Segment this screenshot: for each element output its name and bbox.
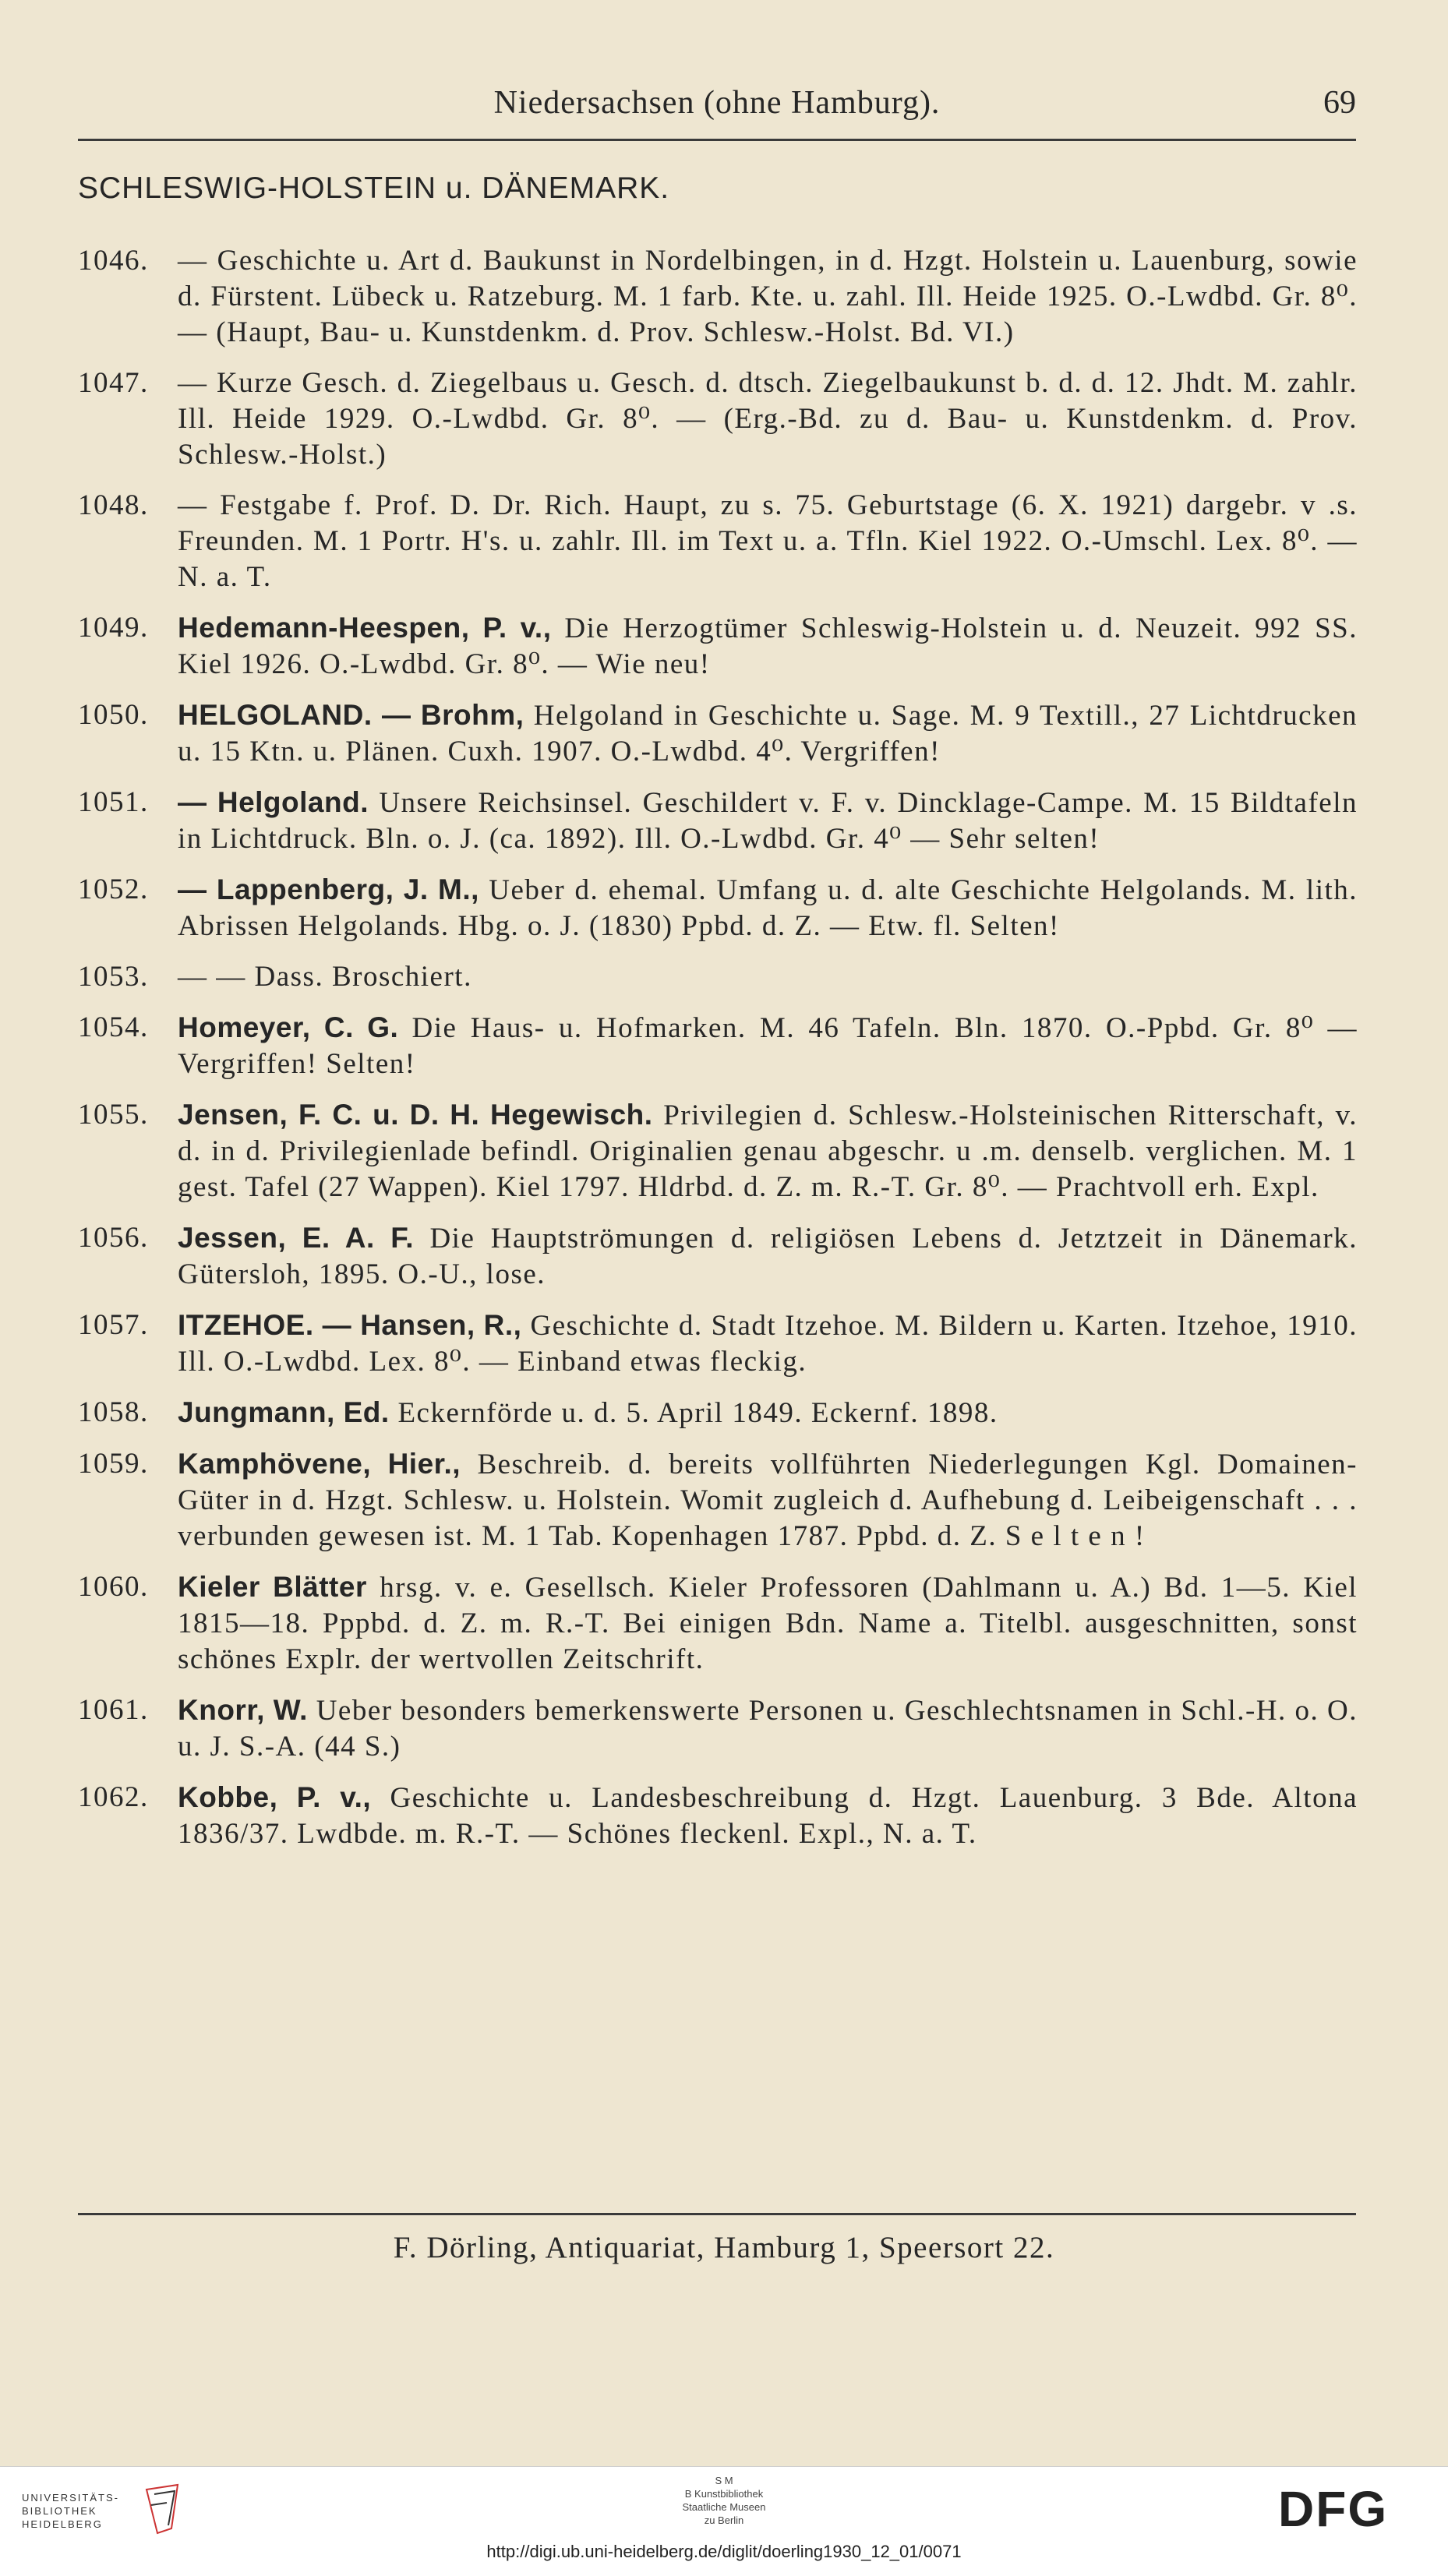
center-logo-line: Staatliche Museen xyxy=(682,2501,766,2513)
catalog-entry xyxy=(78,1307,1358,1380)
catalog-entry xyxy=(78,1097,1358,1205)
entry-description: hrsg. v. e. Gesellsch. Kieler Professoren (Dahlmann u. A.) Bd. 1—5. Kiel 1815—18. Pppbd. d. Z. m. R.-T. Bei einigen Bdn. Name a. Titelbl. ausgeschnitten, sonst schönes Explr. der wertvollen Zeitschrift. xyxy=(178,1572,1358,1675)
entry-description: Helgoland in Geschichte u. Sage. M. 9 Textill., 27 Lichtdrucken u. 15 Ktn. u. Plänen. Cuxh. 1907. O.-Lwdbd. 4⁰. Vergriffen! xyxy=(178,700,1358,768)
entry-description: Geschichte d. Stadt Itzehoe. M. Bildern u. Karten. Itzehoe, 1910. Ill. O.-Lwdbd. Lex. 8⁰. — Einband etwas fleckig. xyxy=(178,1310,1358,1378)
entry-description: Geschichte u. Landesbeschreibung d. Hzgt. Lauenburg. 3 Bde. Altona 1836/37. Lwdbde. m. R.-T. — Schönes fleckenl. Expl., N. a. T. xyxy=(178,1782,1358,1850)
entry-author: Jessen, E. A. F. xyxy=(178,1222,415,1254)
entry-description: Die Haus- u. Hofmarken. M. 46 Tafeln. Bln. 1870. O.-Ppbd. Gr. 8⁰ — Vergriffen! Selten! xyxy=(178,1012,1358,1080)
catalog-entry xyxy=(78,959,1358,995)
entry-number: 1061. xyxy=(78,1694,149,1726)
entry-author: Knorr, W. xyxy=(178,1694,308,1726)
catalog-entry xyxy=(78,243,1358,351)
uni-logo-line: BIBLIOTHEK xyxy=(22,2505,97,2517)
page-header xyxy=(78,84,1356,141)
entry-number: 1055. xyxy=(78,1099,149,1131)
entry-number: 1057. xyxy=(78,1309,149,1341)
entry-description: Eckernförde u. d. 5. April 1849. Eckernf. 1898. xyxy=(397,1397,998,1429)
entry-number: 1062. xyxy=(78,1781,149,1813)
catalog-entry xyxy=(78,785,1358,857)
entry-number: 1053. xyxy=(78,961,149,993)
source-url-link[interactable]: http://digi.ub.uni-heidelberg.de/diglit/doerling1930_12_01/0071 xyxy=(486,2542,962,2561)
library-emblem-icon xyxy=(140,2482,187,2536)
entry-number: 1051. xyxy=(78,786,149,818)
entry-description: Die Herzogtümer Schleswig-Holstein u. d. Neuzeit. 992 SS. Kiel 1926. O.-Lwdbd. Gr. 8⁰. — Wie neu! xyxy=(178,612,1358,680)
center-logo-line: S M xyxy=(715,2475,733,2486)
entry-number: 1048. xyxy=(78,489,149,521)
entry-number: 1046. xyxy=(78,245,149,277)
catalog-entries xyxy=(78,243,1358,1867)
center-logo-line: B Kunstbibliothek xyxy=(684,2488,764,2500)
entry-number: 1056. xyxy=(78,1222,149,1254)
entry-number: 1058. xyxy=(78,1396,149,1428)
entry-number: 1059. xyxy=(78,1448,149,1480)
entry-author: Hedemann-Heespen, P. v., xyxy=(178,612,552,644)
center-logo-line: zu Berlin xyxy=(704,2514,744,2526)
entry-author: — Helgoland. xyxy=(178,786,369,818)
entry-author: Kobbe, P. v., xyxy=(178,1781,372,1813)
entry-number: 1049. xyxy=(78,612,149,644)
catalog-entry xyxy=(78,872,1358,944)
uni-logo-line: HEIDELBERG xyxy=(22,2518,103,2530)
entry-author: Jungmann, Ed. xyxy=(178,1396,390,1428)
entry-number: 1054. xyxy=(78,1011,149,1043)
catalog-entry xyxy=(78,1780,1358,1852)
entry-number: 1050. xyxy=(78,699,149,731)
footer-divider xyxy=(78,2213,1356,2215)
entry-description: Privilegien d. Schlesw.-Holsteinischen Ritterschaft, v. d. in d. Privilegienlade befindl. Originalien genau abgeschr. u .m. denselb. verglichen. M. 1 gest. Tafel (27 Wappen). Kiel 1797. Hldrbd. d. Z. m. R.-T. Gr. 8⁰. — Prachtvoll erh. Expl. xyxy=(178,1099,1358,1203)
entry-description: Ueber besonders bemerkenswerte Personen u. Geschlechtsnamen in Schl.-H. o. O. u. J. S.-A. (44 S.) xyxy=(178,1695,1358,1763)
catalog-entry xyxy=(78,1569,1358,1678)
footer-imprint: F. Dörling, Antiquariat, Hamburg 1, Speersort 22. xyxy=(393,2231,1055,2264)
page-number: 69 xyxy=(1323,85,1356,121)
dfg-logo: DFG xyxy=(1278,2481,1389,2537)
catalog-entry xyxy=(78,610,1358,683)
entry-number: 1052. xyxy=(78,873,149,905)
entry-description: Die Hauptströmungen d. religiösen Lebens d. Jetztzeit in Dänemark. Gütersloh, 1895. O.-U., lose. xyxy=(178,1223,1358,1290)
catalog-entry xyxy=(78,1010,1358,1082)
catalog-entry xyxy=(78,488,1358,595)
entry-description: Beschreib. d. bereits vollführten Niederlegungen Kgl. Domainen-Güter in d. Hzgt. Schlesw. u. Holstein. Womit zugleich d. Aufhebung d. Leibeigenschaft . . . verbunden gewesen ist. M. 1 Tab. Kopenhagen 1787. Ppbd. d. Z. S e l t e n ! xyxy=(178,1449,1358,1552)
entry-author: HELGOLAND. — Brohm, xyxy=(178,699,524,731)
catalog-entry xyxy=(78,1395,1358,1431)
entry-author: Homeyer, C. G. xyxy=(178,1011,399,1043)
entry-description: Ueber d. ehemal. Umfang u. d. alte Geschichte Helgolands. M. lith. Abrissen Helgolands. Hbg. o. J. (1830) Ppbd. d. Z. — Etw. fl. Selten! xyxy=(178,874,1358,942)
entry-description: Unsere Reichsinsel. Geschildert v. F. v. Dincklage-Campe. M. 15 Bildtafeln in Lichtdruck. Bln. o. J. (ca. 1892). Ill. O.-Lwdbd. Gr. 4⁰ — Sehr selten! xyxy=(178,787,1358,855)
section-title: SCHLESWIG-HOLSTEIN u. DÄNEMARK. xyxy=(78,171,670,205)
entry-author: Kieler Blätter xyxy=(178,1571,367,1603)
catalog-entry xyxy=(78,1220,1358,1293)
entry-number: 1060. xyxy=(78,1571,149,1603)
catalog-entry xyxy=(78,697,1358,770)
catalog-entry xyxy=(78,1446,1358,1554)
catalog-entry xyxy=(78,1692,1358,1765)
entry-description: — Kurze Gesch. d. Ziegelbaus u. Gesch. d. dtsch. Ziegelbaukunst b. d. d. 12. Jhdt. M. zahlr. Ill. Heide 1929. O.-Lwdbd. Gr. 8⁰. — (Erg.-Bd. zu d. Bau- u. Kunstdenkm. d. Prov. Schlesw.-Holst.) xyxy=(178,367,1358,471)
entry-author: Kamphövene, Hier., xyxy=(178,1448,461,1480)
running-title: Niedersachsen (ohne Hamburg). xyxy=(493,85,941,121)
entry-description: — Geschichte u. Art d. Baukunst in Nordelbingen, in d. Hzgt. Holstein u. Lauenburg, sowie d. Fürstent. Lübeck u. Ratzeburg. M. 1 farb. Kte. u. zahl. Ill. Heide 1925. O.-Lwdbd. Gr. 8⁰. — (Haupt, Bau- u. Kunstdenkm. d. Prov. Schlesw.-Holst. Bd. VI.) xyxy=(178,245,1358,348)
entry-author: — Lappenberg, J. M., xyxy=(178,873,479,905)
entry-description: — Festgabe f. Prof. D. Dr. Rich. Haupt, zu s. 75. Geburtstage (6. X. 1921) dargebr. v .s. Freunden. M. 1 Portr. H's. u. zahlr. Ill. im Text u. a. Tfln. Kiel 1922. O.-Umschl. Lex. 8⁰. — N. a. T. xyxy=(178,489,1358,593)
entry-number: 1047. xyxy=(78,367,149,399)
entry-author: Jensen, F. C. u. D. H. Hegewisch. xyxy=(178,1099,653,1131)
catalog-entry xyxy=(78,365,1358,473)
uni-logo-line: UNIVERSITÄTS- xyxy=(22,2492,119,2504)
heidelberg-library-logo xyxy=(22,2482,193,2536)
smb-kunstbibliothek-logo xyxy=(646,2474,802,2527)
entry-description: — — Dass. Broschiert. xyxy=(178,961,472,993)
entry-author: ITZEHOE. — Hansen, R., xyxy=(178,1309,522,1341)
